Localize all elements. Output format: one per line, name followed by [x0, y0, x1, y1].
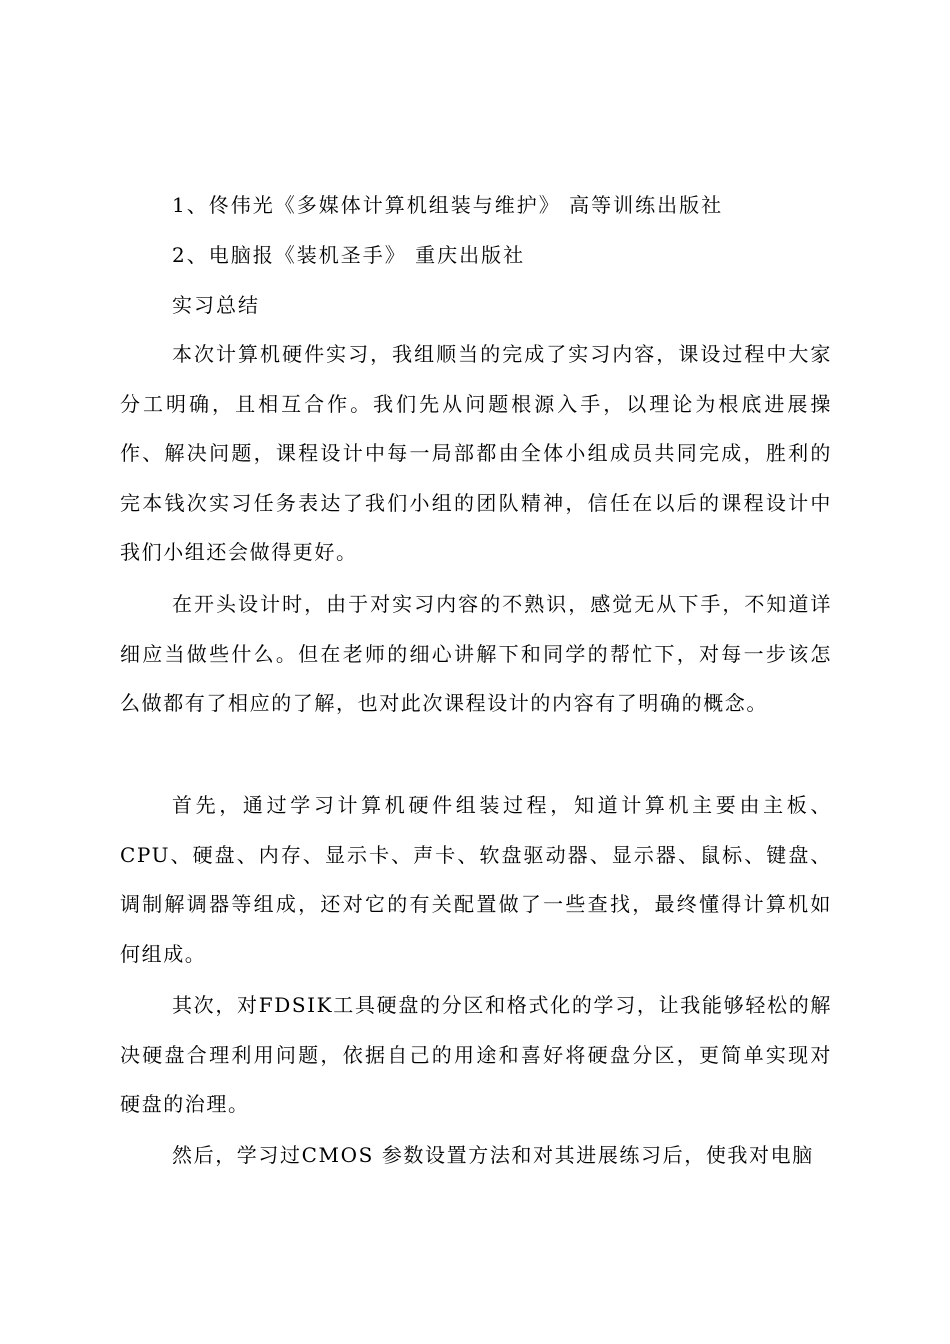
paragraph: 本次计算机硬件实习，我组顺当的完成了实习内容，课设过程中大家分工明确，且相互合作。我们先从问题根源入手，以理论为根底进展操作、解决问题，课程设计中每一局部都由全体小组成员共同完成，胜利的完本钱次实习任务表达了我们小组的团队精神，信任在以后的课程设计中我们小组还会做得更好。	[120, 342, 832, 564]
reference-item: 2、电脑报《装机圣手》 重庆出版社	[172, 243, 526, 267]
paragraph: 在开头设计时，由于对实习内容的不熟识，感觉无从下手，不知道详细应当做些什么。但在老师的细心讲解下和同学的帮忙下，对每一步该怎么做都有了相应的了解，也对此次课程设计的内容有了明确的概念。	[120, 592, 832, 715]
paragraph: 其次，对FDSIK工具硬盘的分区和格式化的学习，让我能够轻松的解决硬盘合理利用问题，依据自己的用途和喜好将硬盘分区，更简单实现对硬盘的治理。	[120, 993, 832, 1116]
paragraph: 首先，通过学习计算机硬件组装过程，知道计算机主要由主板、CPU、硬盘、内存、显示卡、声卡、软盘驱动器、显示器、鼠标、键盘、调制解调器等组成，还对它的有关配置做了一些查找，最终懂得计算机如何组成。	[120, 793, 832, 966]
section-title: 实习总结	[172, 293, 260, 317]
reference-item: 1、佟伟光《多媒体计算机组装与维护》 高等训练出版社	[172, 193, 724, 217]
paragraph: 然后，学习过CMOS 参数设置方法和对其进展练习后，使我对电脑	[172, 1143, 814, 1167]
